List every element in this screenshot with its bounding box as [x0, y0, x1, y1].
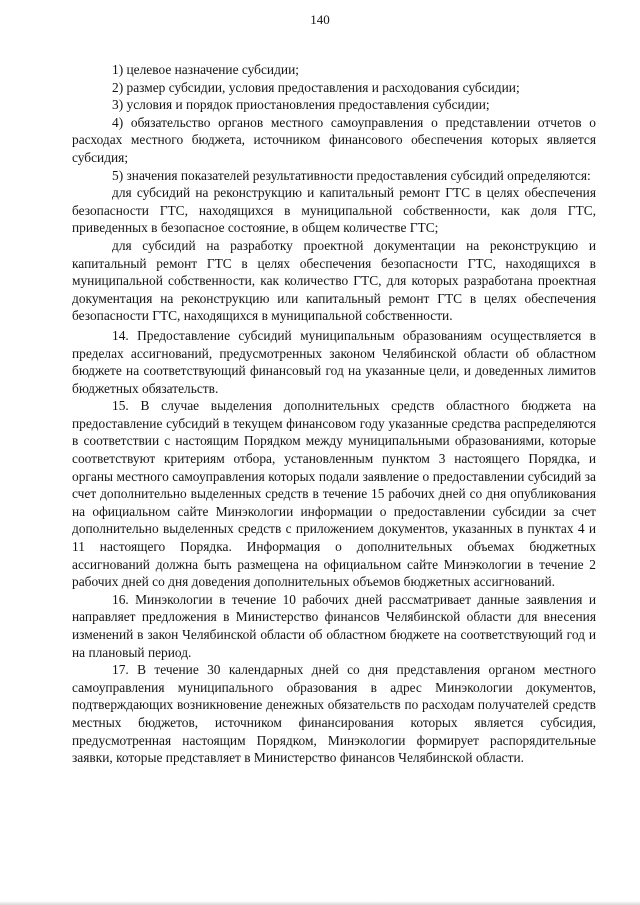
indicator-design-docs: для субсидий на разработку проектной документации на реконструкцию и капитальный ремонт ГТС в целях обеспечения безопасности ГТС, находящихся в муниципальной собственности, как количество ГТС, для которых разработана проектная документация на реконструкцию или капитальный ремонт ГТС в целях обеспечения безопасности ГТС, находящихся в муниципальной собственности. [72, 237, 596, 324]
paragraph-15: 15. В случае выделения дополнительных средств областного бюджета на предоставление субсидий в текущем финансовом году указанные средства распределяются в соответствии с настоящим Порядком между муниципальными образованиями, которые соответствуют критериям отбора, установленным пунктом 3 настоящего Порядка, и органы местного самоуправления которых подали заявление о предоставлении субсидий за счет дополнительно выделенных средств в течение 15 рабочих дней со дня опубликования на официальном сайте Минэкологии информации о предоставлении субсидии за счет дополнительно выделенных средств с приложением документов, указанных в пунктах 4 и 11 настоящего Порядка. Информация о дополнительных объемах бюджетных ассигнований должна быть размещена на официальном сайте Минэкологии в течение 2 рабочих дней со дня доведения дополнительных объемов бюджетных ассигнований. [72, 398, 596, 590]
paragraph-16: 16. Минэкологии в течение 10 рабочих дней рассматривает данные заявления и направляет предложения в Министерство финансов Челябинской области для внесения изменений в закон Челябинской области об областном бюджете на соответствующий год и на плановый период. [72, 591, 596, 660]
list-item-amount: 2) размер субсидии, условия предоставления и расходования субсидии; [112, 79, 520, 95]
document-body [72, 61, 596, 767]
paragraph-17: 17. В течение 30 календарных дней со дня представления органом местного самоуправления муниципального образования в адрес Минэкологии документов, подтверждающих возникновение денежных обязательств по расходам получателей средств местных бюджетов, источником финансирования которых является субсидия, предусмотренная настоящим Порядком, Минэкологии формирует распорядительные заявки, которые представляет в Министерство финансов Челябинской области. [72, 662, 596, 766]
list-item-suspension: 3) условия и порядок приостановления предоставления субсидии; [112, 97, 490, 113]
list-item-reporting: 4) обязательство органов местного самоуправления о представлении отчетов о расходах местного бюджета, источником финансового обеспечения которых является субсидия; [72, 114, 596, 165]
page-bottom-edge [0, 901, 640, 905]
indicator-reconstruction: для субсидий на реконструкцию и капитальный ремонт ГТС в целях обеспечения безопасности ГТС, находящихся в муниципальной собственности, как доля ГТС, приведенных в безопасное состояние, в общем количестве ГТС; [72, 185, 596, 236]
page-number: 140 [310, 12, 330, 27]
list-item-purpose: 1) целевое назначение субсидии; [112, 62, 299, 77]
list-item-indicators: 5) значения показателей результативности предоставления субсидий определяются: [112, 167, 591, 183]
paragraph-14: 14. Предоставление субсидий муниципальным образованиям осуществляется в пределах ассигнований, предусмотренных законом Челябинской области об областном бюджете на соответствующий финансовый год на указанные цели, и доведенных лимитов бюджетных обязательств. [72, 327, 596, 396]
